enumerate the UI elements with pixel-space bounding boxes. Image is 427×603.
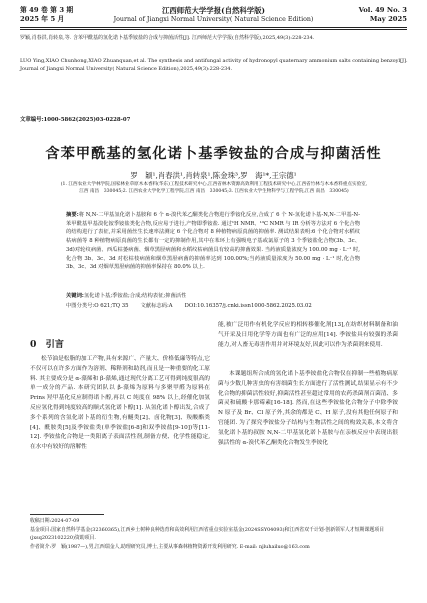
body-paragraph-right-1: 能,被广泛用作有机化学反应的相转移催化剂[13],在纺织材料制备和油气开采及日用化学等方面也有广泛的应用[14]. 季铵盐具有较强的杀菌能力,对人畜无毒害作用并对环境友好,因此可以作为杀菌剂来使用. [218,322,398,348]
volume-issue-label: 第 49 卷 第 3 期 [20,6,74,14]
journal-name-cn: 江西师范大学学报(自然科学版) [161,6,266,15]
affiliation-line: (1. 江西农业大学林学院,国家林业草原木本香料(华东)工程技术研究中心,江西省林木资源高效利用工程技术研究中心,江西省竹林与木本香料重点实验室, [60,182,368,187]
section-heading: 0 引言 [30,339,64,350]
classification-line [66,301,366,309]
journal-name-en: Journal of Jiangxi Normal University( Natural Science Edition) [113,16,314,23]
clc-number: 中图分类号:O 621;TQ 35 [66,303,129,309]
header-rule-bottom [20,29,407,30]
footnote-author: 作者简介:罗 颖(1987—),男,江西瑞金人,助理研究员,博士,主要从事森林植物资源开发利用研究. E-mail: njluhailuo@163.com [30,544,310,550]
keywords-text: 氢化诺卜基;季铵盐;合成;结构表征;抑菌活性 [83,293,187,299]
citation-cn: 罗颖,肖春洪,肖转泉,等. 含苯甲酰基的氢化诺卜基季铵盐的合成与抑菌活性[J]. 江西师范大学学报(自然科学版),2025,49(3):228-234. [20,35,315,41]
body-paragraph-left: 松节油是松脂的加工产物,具有来源广、产量大、价格低廉等特点,它不仅可以在许多方面作为溶剂、稀释剂和助剂,而且是一种重要的化工原料. 其主要成分是 α-蒎烯和 β-蒎烯,通过现代分离工艺可得到纯度很高的单一成分的产品. 本研究团队以 β-蒎烯为原料与多聚甲醛为原料在 Prins 羟甲基化反应制得诺卜醇,再以 C 纯度在 98% 以上,经催化加氢反应氢化得到纯度较高的顺式氢化诺卜醇[1]. 从氢化诺卜醇出发,合成了多个系列的含氢化诺卜基的衍生物,有醚类[2]、卤化物[3]、羧酸酯类[4]、酰胺类[5]及季铵盐类(单季铵盐[6-8]和双季铵盐[9-10])等[11-12]. 季铵盐化合物是一类阳离子表面活性剂,制备方便、化学性能稳定,在水中有较好的溶解性 [30,356,210,451]
footnote-rule [30,514,104,515]
affiliations [38,182,390,196]
body-paragraph-right-2: 本课题组所合成的氢化诺卜基季铵盐化合物仅在抑制一些植物病原菌与少数几种害虫的有害细菌生长方面进行了活性测试,结果显示有不少化合物的抑菌活性较好,抑菌活性甚至超过常用的农药杀菌剂百菌清、多菌灵和硫酸卡那霉素[16-18]. 然而,在这些季铵盐化合物分子中除季铵 N 原子及 Br、Cl 原子外,其余的都是 C、H 原子,没有其他任何原子和官能团. 为了探究季铵盐分子结构与生物活性之间的构效关系,本文将含氢化诺卜基的叔胺 N,N-二甲基氢化诺卜基胺与在亲核反应中表现出很强活性的 α-溴代苯乙酮类化合物发生季铵化 [218,371,398,446]
paper-title: 含苯甲酰基的氢化诺卜基季铵盐的合成与抑菌活性 [45,146,382,162]
header-rule-top [20,27,407,28]
footnote-received: 收稿日期:2024-07-09 [30,518,80,524]
keywords [66,291,360,299]
abstract [66,211,360,272]
footnote-fund: 基金项目:国家自然科学基金(32360365),江西乡土树种良种选育和高效利用江西省重点实验室基金(2024SSY04093)和江西省双千计划-创新领军人才短期课题项目(jxsq2023102220)资助项目. [30,527,384,542]
abstract-label: 摘要: [66,212,79,218]
citation-en: LUO Ying,XIAO Chunhong,XIAO Zhuanquan,et al. The synthesis and antifungal activity of hydronopyl quaternary ammonium salts containing benzoyl[J]. Journal of Jiangxi Normal University( Natural Science Edition),2025,49(3):228-234. [20,58,408,72]
abstract-text: 将 N,N-二甲基氢化诺卜基胺和 6 个 α-溴代苯乙酮类化合物进行季铵化反应,合成了 6 个 N-氢化诺卜基-N,N-二甲基-N-苯甲酰基甲基溴化铵季铵盐类化合物,反应易于进行,产物即季铵盐. 通过¹H NMR、¹³C NMR 与 IR 分析等方法对 6 个化合物的结构进行了表征,并采用菌丝生长速率法测定 6 个化合物对 8 种植物病原真菌的抑菌率. 测试结果表明:6 个化合物对水稻纹枯病菌等 8 种植物病原真菌的生长都有一定的抑制作用,其中在苯环上有强吸电子基或氯原子的 3 个季铵盐化合物(3b、3c、3d)对轮纹病菌、西瓜枯萎病菌、烟草黑胫病菌和水稻纹枯病菌具有较高的抑菌效果. 当药液质量浓度为 100.00 mg · L⁻¹ 时,化合物 3b、3c、3d 对松枯枝病菌和烟草黑胫病菌的抑菌率达到 100.00%;当药液质量浓度为 50.00 mg · L⁻¹ 时,化合物 3b、3c、3d 对烟草黑胫病菌的抑菌率保持在 80.0% 以上. [66,212,360,271]
doi-number: DOI:10.16357/j.cnki.issn1000-5862.2025.03.02 [184,303,312,309]
keywords-label: 关键词: [66,293,84,299]
document-code: 文献标志码:A [140,303,173,309]
volume-issue-en [359,6,407,24]
author-list: 罗 颖¹,肖春洪¹,肖转泉¹,陈金珠³,罗 海¹*,王宗德¹ [130,171,297,180]
publication-date-cn: 2025 年 5 月 [20,15,65,23]
volume-issue-en-label: Vol. 49 No. 3 [358,6,407,14]
affiliation-line: 江西 南昌 330045;2. 江西农业大学化学工程学院,江西 南昌 330045;3. 江西农业大学生物科学与工程学院,江西 南昌 330045) [79,188,349,194]
article-number: 文章编号:1000-5862(2025)03-0228-07 [20,117,131,123]
publication-date-en: May 2025 [369,15,407,23]
